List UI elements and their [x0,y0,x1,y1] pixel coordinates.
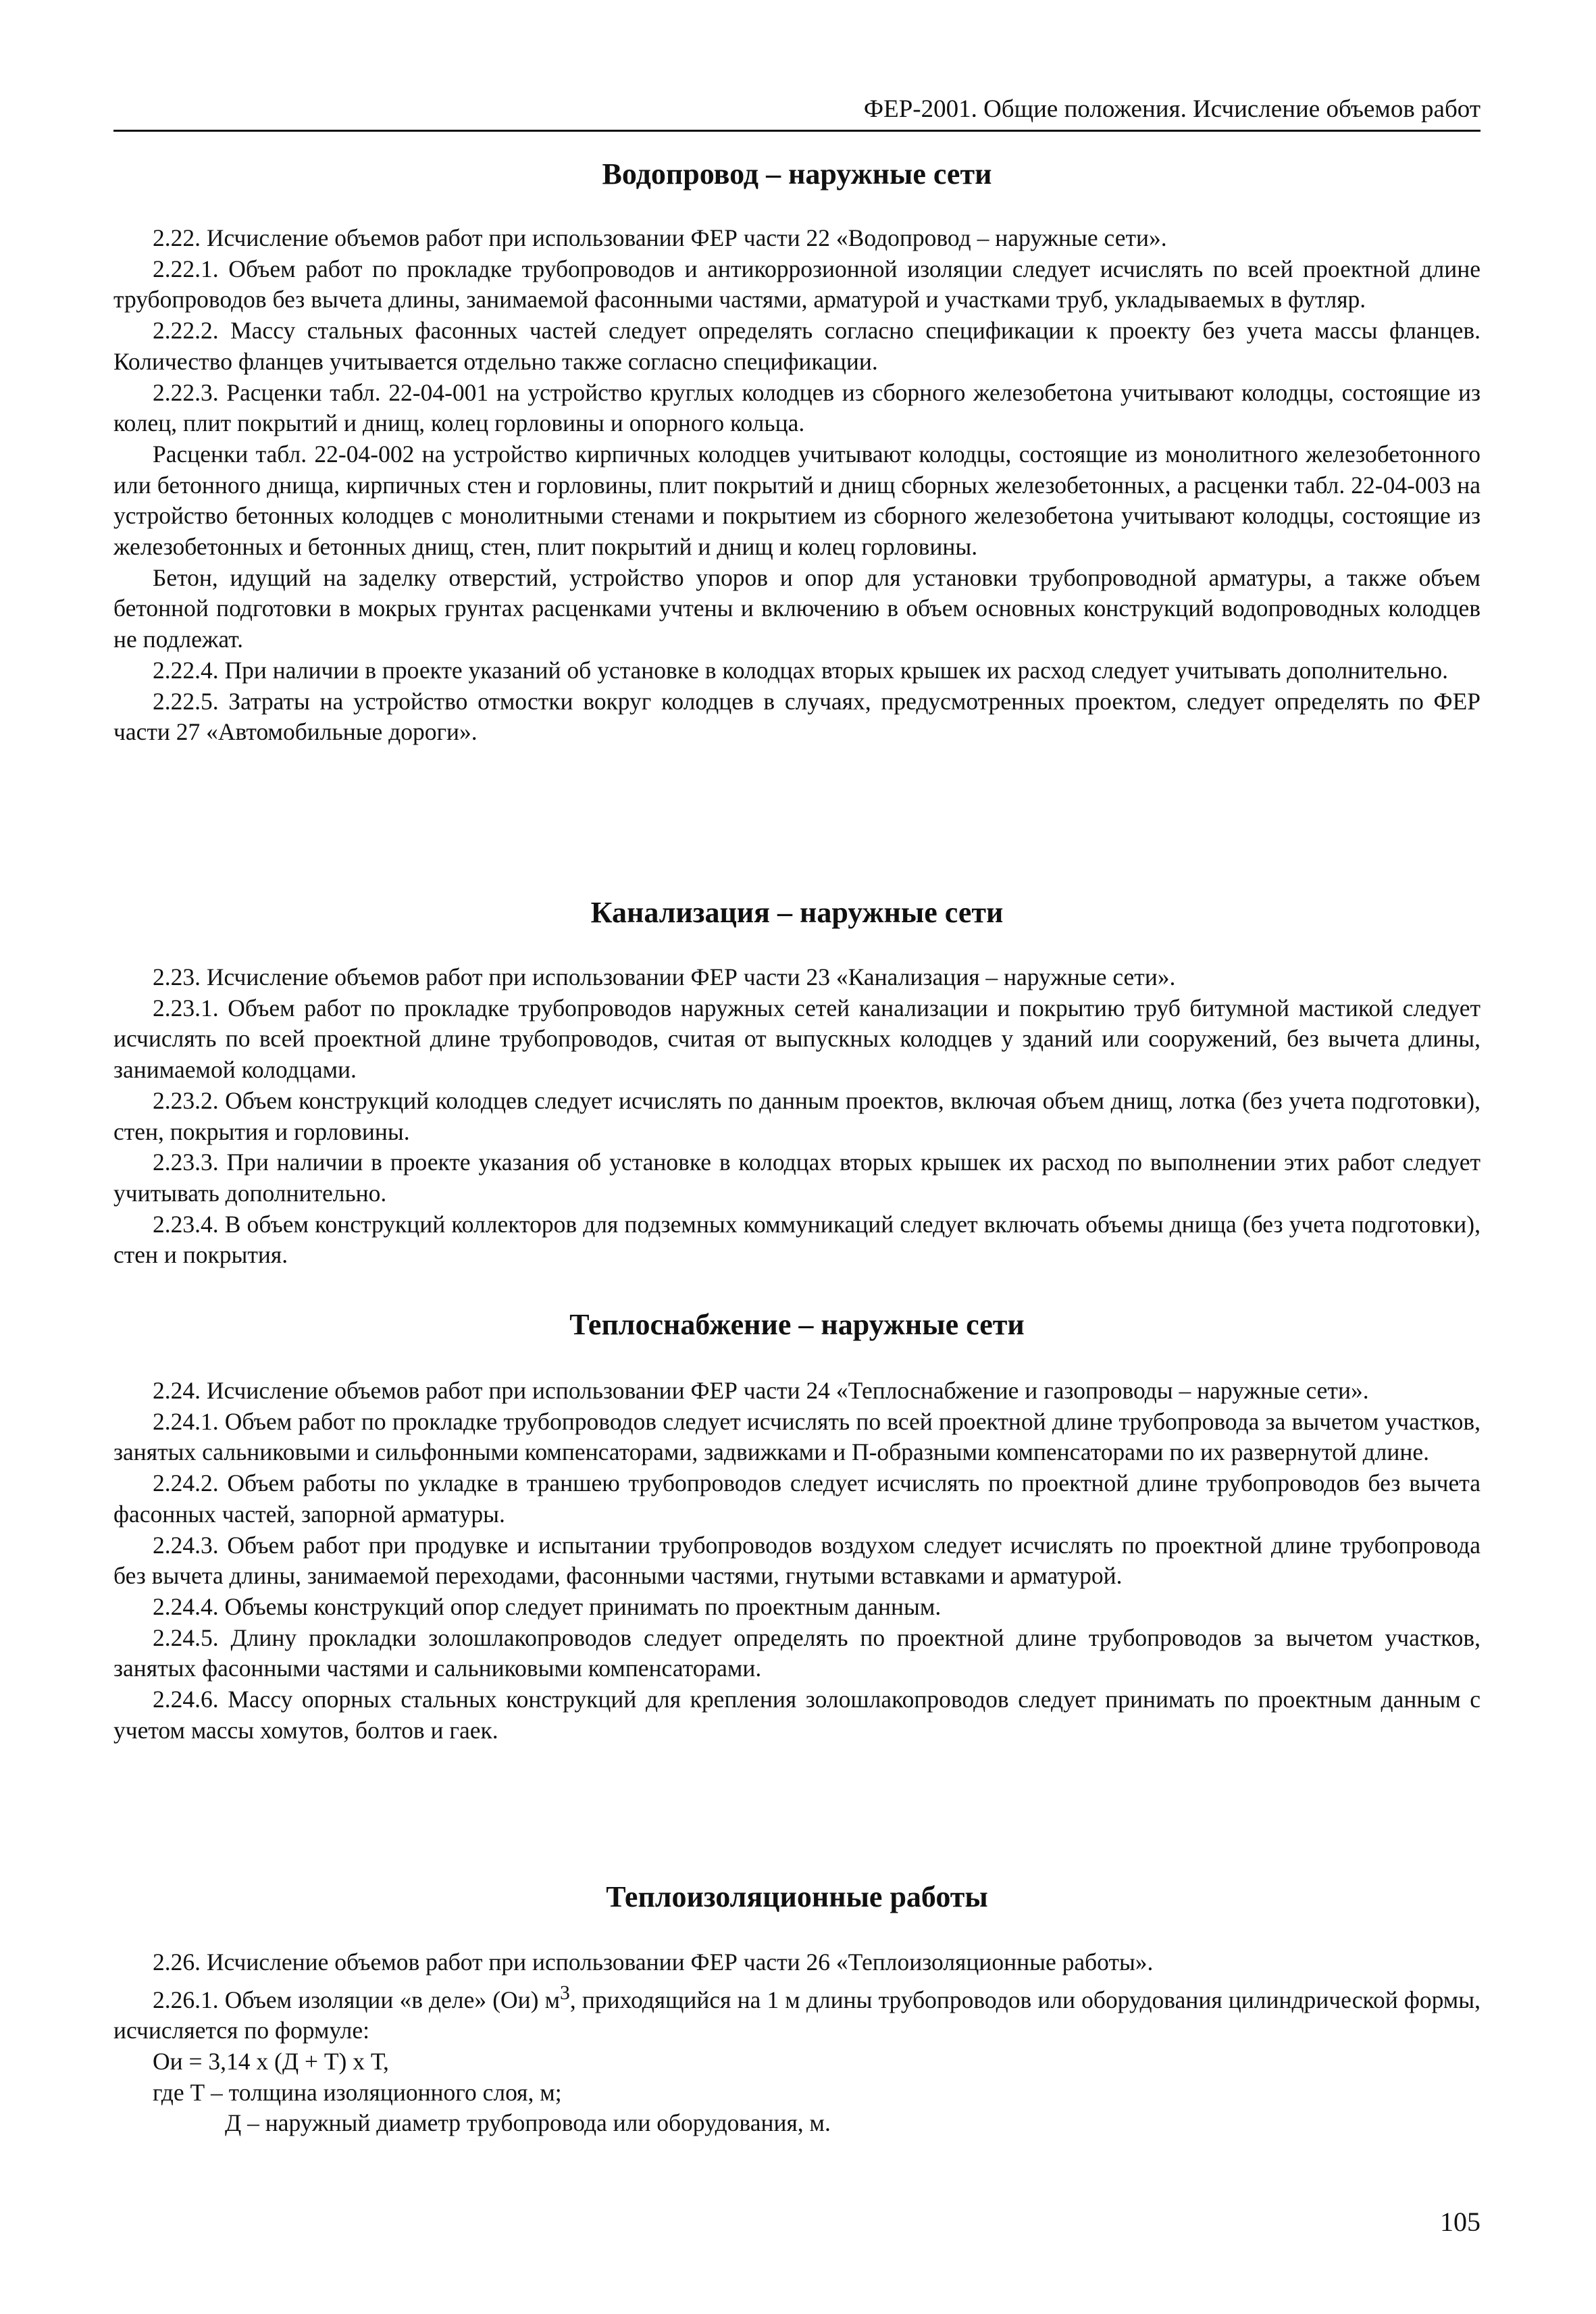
paragraph: 2.24.4. Объемы конструкций опор следует принимать по проектным данным. [153,1592,942,1620]
paragraph: 2.24.2. Объем работы по укладке в траншею трубопроводов следует исчислять по проектной длине трубопроводов без вычета фасонных частей, запорной арматуры. [113,1469,1481,1528]
paragraph: 2.24. Исчисление объемов работ при использовании ФЕР части 24 «Теплоснабжение и газопроводы – наружные сети». [153,1377,1369,1404]
paragraph: 2.23.3. При наличии в проекте указания об установке в колодцах вторых крышек их расход по выполнении этих работ следует учитывать дополнительно. [113,1149,1481,1207]
paragraph: 2.24.5. Длину прокладки золошлакопроводов следует определять по проектной длине трубопроводов за вычетом участков, занятых фасонными частями и сальниковыми компенсаторами. [113,1624,1481,1682]
section-body-water-supply [113,223,1481,748]
paragraph: 2.23.1. Объем работ по прокладке трубопроводов наружных сетей канализации и покрытию труб битумной мастикой следует исчислять по всей проектной длине трубопроводов, считая от выпускных колодцев у зданий или сооружений, без вычета длины, занимаемой колодцами. [113,994,1481,1084]
header-rule [113,130,1481,132]
section-title-heat-supply: Теплоснабжение – наружные сети [569,1308,1025,1341]
paragraph: Бетон, идущий на заделку отверстий, устройство упоров и опор для установки трубопроводной арматуры, а также объем бетонной подготовки в мокрых грунтах расценками учтены и включению в объем основных конструкций водопроводных колодцев не подлежат. [113,563,1481,653]
superscript: 3 [560,1982,570,2004]
paragraph: 2.23.2. Объем конструкций колодцев следует исчислять по данным проектов, включая объем днищ, лотка (без учета подготовки), стен, покрытия и горловины. [113,1086,1481,1145]
formula-legend-d: Д – наружный диаметр трубопровода или оборудования, м. [225,2109,831,2137]
paragraph-insulation-volume [113,1978,1481,2046]
section-title-water-supply: Водопровод – наружные сети [602,157,992,191]
page-number: 105 [1440,2207,1481,2237]
paragraph: 2.24.6. Массу опорных стальных конструкций для крепления золошлакопроводов следует принимать по проектным данным с учетом массы хомутов, болтов и гаек. [113,1686,1481,1744]
section-title-thermal-insulation: Теплоизоляционные работы [606,1880,988,1913]
paragraph: 2.22.1. Объем работ по прокладке трубопроводов и антикоррозионной изоляции следует исчислять по всей проектной длине трубопроводов без вычета длины, занимаемой фасонными частями, арматурой и участками труб, укладываемых в футляр. [113,255,1481,313]
section-title-sewerage: Канализация – наружные сети [590,896,1004,929]
section-body-sewerage [113,962,1481,1271]
paragraph: 2.23. Исчисление объемов работ при использовании ФЕР части 23 «Канализация – наружные сети». [153,963,1176,990]
section-body-thermal-insulation [113,1947,1481,2139]
section-body-heat-supply [113,1376,1481,1746]
running-header: ФЕР-2001. Общие положения. Исчисление объемов работ [863,95,1481,123]
paragraph: 2.24.1. Объем работ по прокладке трубопроводов следует исчислять по всей проектной длине трубопровода за вычетом участков, занятых сальниковыми и сильфонными компенсаторами, задвижками и П-образными компенсаторами по их развернутой длине. [113,1407,1481,1466]
paragraph: 2.26. Исчисление объемов работ при использовании ФЕР части 26 «Теплоизоляционные работы». [153,1948,1154,1976]
paragraph: 2.22.4. При наличии в проекте указаний об установке в колодцах вторых крышек их расход следует учитывать дополнительно. [153,656,1449,684]
formula: Ои = 3,14 х (Д + Т) х Т, [153,2047,389,2075]
paragraph: Расценки табл. 22-04-002 на устройство кирпичных колодцев учитывают колодцы, состоящие из монолитного железобетонного или бетонного днища, кирпичных стен и горловины, плит покрытий и днищ сборных железобетонных, а расценки табл. 22-04-003 на устройство бетонных колодцев с монолитными стенами и покрытием из сборного железобетона учитывают колодцы, состоящие из железобетонных и бетонных днищ, стен, плит покрытий и днищ и колец горловины. [113,440,1481,561]
paragraph: 2.22.3. Расценки табл. 22-04-001 на устройство круглых колодцев из сборного железобетона учитывают колодцы, состоящие из колец, плит покрытий и днищ, колец горловины и опорного кольца. [113,378,1481,437]
paragraph: 2.24.3. Объем работ при продувке и испытании трубопроводов воздухом следует исчислять по проектной длине трубопровода без вычета длины, занимаемой переходами, фасонными частями, гнутыми вставками и арматурой. [113,1531,1481,1590]
formula-legend-t: где Т – толщина изоляционного слоя, м; [153,2078,562,2106]
paragraph: 2.22.5. Затраты на устройство отмостки вокруг колодцев в случаях, предусмотренных проектом, следует определять по ФЕР части 27 «Автомобильные дороги». [113,687,1481,746]
paragraph: 2.22. Исчисление объемов работ при использовании ФЕР части 22 «Водопровод – наружные сети». [153,224,1167,251]
text-run: , приходящийся на 1 м длины трубопроводов или оборудования цилиндрической формы, исчисляется по формуле: [113,1986,1481,2044]
paragraph: 2.22.2. Массу стальных фасонных частей следует определять согласно спецификации к проекту без учета массы фланцев. Количество фланцев учитывается отдельно также согласно спецификации. [113,317,1481,375]
text-run: 2.26.1. Объем изоляции «в деле» (Ои) м [153,1986,561,2013]
paragraph: 2.23.4. В объем конструкций коллекторов для подземных коммуникаций следует включать объемы днища (без учета подготовки), стен и покрытия. [113,1210,1481,1269]
